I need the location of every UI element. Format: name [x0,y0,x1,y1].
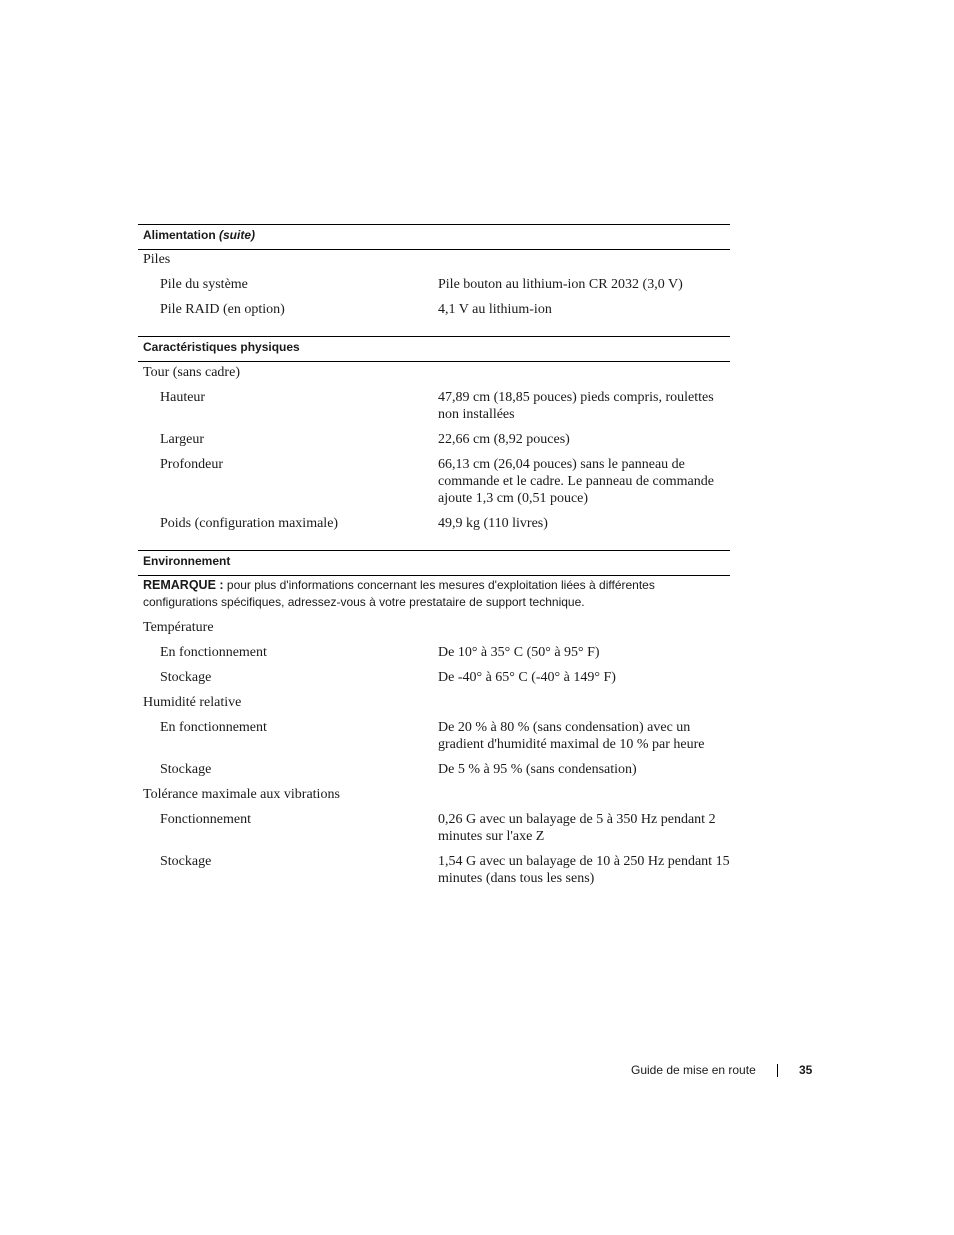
row-label: Poids (configuration maximale) [160,516,339,531]
row-value: 47,89 cm (18,85 pouces) pieds compris, roulettes non installées [438,390,714,422]
row-value: 1,54 G avec un balayage de 10 à 250 Hz pendant 15 minutes (dans tous les sens) [438,854,730,886]
section-title: Caractéristiques physiques [143,340,300,354]
row-value: De 20 % à 80 % (sans condensation) avec un gradient d'humidité maximal de 10 % par heure [438,720,705,752]
row-value: 66,13 cm (26,04 pouces) sans le panneau de commande et le cadre. Le panneau de commande ajoute 1,3 cm (0,51 pouce) [438,457,714,506]
row-label: Stockage [160,670,212,685]
row-label: Pile RAID (en option) [160,302,285,317]
row-label: En fonctionnement [160,720,267,735]
category-humidity: Humidité relative [143,695,242,710]
row-value: Pile bouton au lithium-ion CR 2032 (3,0 V) [438,277,683,292]
row-value: De 10° à 35° C (50° à 95° F) [438,645,600,660]
note-text: pour plus d'informations concernant les mesures d'exploitation liées à différentes configurations spécifiques, adressez-vous à votre prestataire de support technique. [143,578,655,609]
row-label: Stockage [160,854,212,869]
row-value: 22,66 cm (8,92 pouces) [438,432,570,447]
category-batteries: Piles [143,252,171,267]
section-header-power [138,224,730,250]
category-tower: Tour (sans cadre) [143,365,240,380]
row-value: De 5 % à 95 % (sans condensation) [438,762,637,777]
row-label: En fonctionnement [160,645,267,660]
section-header-environment [138,550,730,576]
section-title: Environnement [143,554,231,568]
section-title: Alimentation [143,228,216,242]
row-label: Hauteur [160,390,206,405]
section-title-suffix: (suite) [219,228,256,242]
row-value: De -40° à 65° C (-40° à 149° F) [438,670,616,685]
section-header-physical [138,336,730,362]
row-value: 49,9 kg (110 livres) [438,516,548,531]
row-label: Largeur [160,432,205,447]
row-value: 0,26 G avec un balayage de 5 à 350 Hz pendant 2 minutes sur l'axe Z [438,812,716,844]
row-label: Fonctionnement [160,812,251,827]
category-vibration: Tolérance maximale aux vibrations [143,787,340,802]
page-number: 35 [799,1063,813,1077]
footer-title: Guide de mise en route [631,1063,756,1077]
row-label: Stockage [160,762,212,777]
row-value: 4,1 V au lithium-ion [438,302,552,317]
footer-separator [777,1064,778,1077]
note-box [143,577,728,611]
row-label: Profondeur [160,457,223,472]
note-label: REMARQUE : [143,578,224,592]
row-label: Pile du système [160,277,248,292]
category-temperature: Température [143,620,214,635]
